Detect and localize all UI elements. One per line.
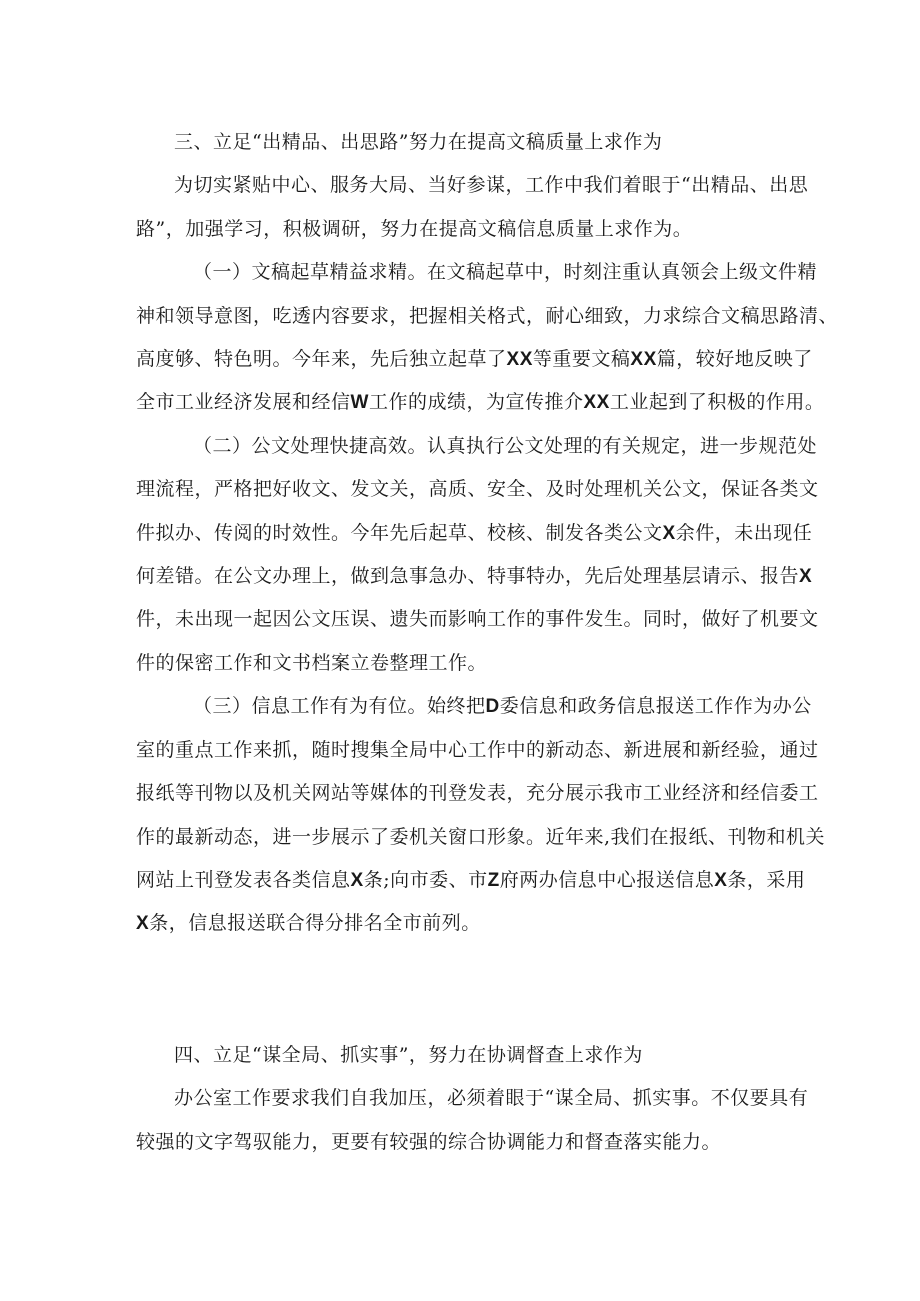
text-line: 高度够、特色明。今年来，先后独立起草了XX等重要文稿XX篇，较好地反映了 bbox=[136, 348, 813, 371]
text-line: 作的最新动态，进一步展示了委机关窗口形象。近年来,我们在报纸、刊物和机关 bbox=[136, 825, 826, 848]
placeholder-symbol: W bbox=[350, 392, 369, 414]
text-line: 神和领导意图，吃透内容要求，把握相关格式，耐心细致，力求综合文稿思路清、 bbox=[136, 304, 839, 327]
section-3 bbox=[136, 121, 839, 946]
placeholder-symbol: XX bbox=[506, 349, 533, 371]
placeholder-symbol: Z bbox=[487, 869, 500, 891]
placeholder-symbol: X bbox=[136, 913, 150, 935]
section-3-intro bbox=[136, 164, 809, 251]
placeholder-symbol: X bbox=[350, 869, 364, 891]
section-3-heading bbox=[136, 121, 796, 164]
text-line: 件拟办、传阅的时效性。今年先后起草、校核、制发各类公文X余件，未出现任 bbox=[136, 521, 813, 544]
section-4-heading bbox=[136, 1034, 796, 1077]
text-line: 全市工业经济发展和经信W工作的成绩，为宣传推介XX工业起到了积极的作用。 bbox=[136, 391, 825, 414]
text-line: 室的重点工作来抓，随时搜集全局中心工作中的新动态、新进展和新经验，通过 bbox=[136, 738, 819, 761]
item-3-paragraph bbox=[136, 685, 826, 945]
text-line: （三）信息工作有为有位。始终把D委信息和政务信息报送工作作为办公 bbox=[193, 695, 812, 718]
heading-line: 三、立足“出精品、出思路”努力在提高文稿质量上求作为 bbox=[174, 131, 663, 153]
placeholder-symbol: XX bbox=[630, 349, 657, 371]
item-2-paragraph bbox=[136, 425, 819, 685]
text-line: X条，信息报送联合得分排名全市前列。 bbox=[136, 912, 481, 935]
placeholder-symbol: D bbox=[485, 696, 500, 718]
text-line: 为切实紧贴中心、服务大局、当好参谋，工作中我们着眼于“出精品、出思 bbox=[174, 174, 809, 197]
text-line: 较强的文字驾驭能力，更要有较强的综合协调能力和督查落实能力。 bbox=[136, 1130, 722, 1153]
text-line: 理流程，严格把好收文、发文关，高质、安全、及时处理机关公文，保证各类文 bbox=[136, 478, 819, 501]
heading-line: 四、立足“谋全局、抓实事”，努力在协调督查上求作为 bbox=[174, 1044, 643, 1066]
item-1-paragraph bbox=[136, 251, 839, 425]
text-line: 报纸等刊物以及机关网站等媒体的刊登发表，充分展示我市工业经济和经信委工 bbox=[136, 782, 819, 805]
text-line: 件的保密工作和文书档案立卷整理工作。 bbox=[136, 651, 488, 674]
placeholder-symbol: XX bbox=[583, 392, 610, 414]
document-page bbox=[136, 0, 839, 1301]
text-line: 何差错。在公文办理上，做到急事急办、特事特办，先后处理基层请示、报告X bbox=[136, 565, 813, 588]
text-line: 办公室工作要求我们自我加压，必须着眼于“谋全局、抓实事。不仅要具有 bbox=[174, 1087, 809, 1110]
text-line: （二）公文处理快捷高效。认真执行公文处理的有关规定，进一步规范处 bbox=[193, 434, 818, 457]
text-line: 路”，加强学习，积极调研，努力在提高文稿信息质量上求作为。 bbox=[136, 217, 693, 240]
placeholder-symbol: X bbox=[714, 869, 728, 891]
text-line: 网站上刊登发表各类信息X条;向市委、市Z府两办信息中心报送信息X条，采用 bbox=[136, 868, 806, 891]
placeholder-symbol: X bbox=[799, 566, 813, 588]
section-4-intro bbox=[136, 1077, 809, 1164]
text-line: （一）文稿起草精益求精。在文稿起草中，时刻注重认真领会上级文件精 bbox=[193, 261, 818, 284]
section-4 bbox=[136, 1034, 809, 1164]
text-line: 件，未出现一起因公文压误、遗失而影响工作的事件发生。同时，做好了机要文 bbox=[136, 608, 819, 631]
placeholder-symbol: X bbox=[662, 522, 676, 544]
